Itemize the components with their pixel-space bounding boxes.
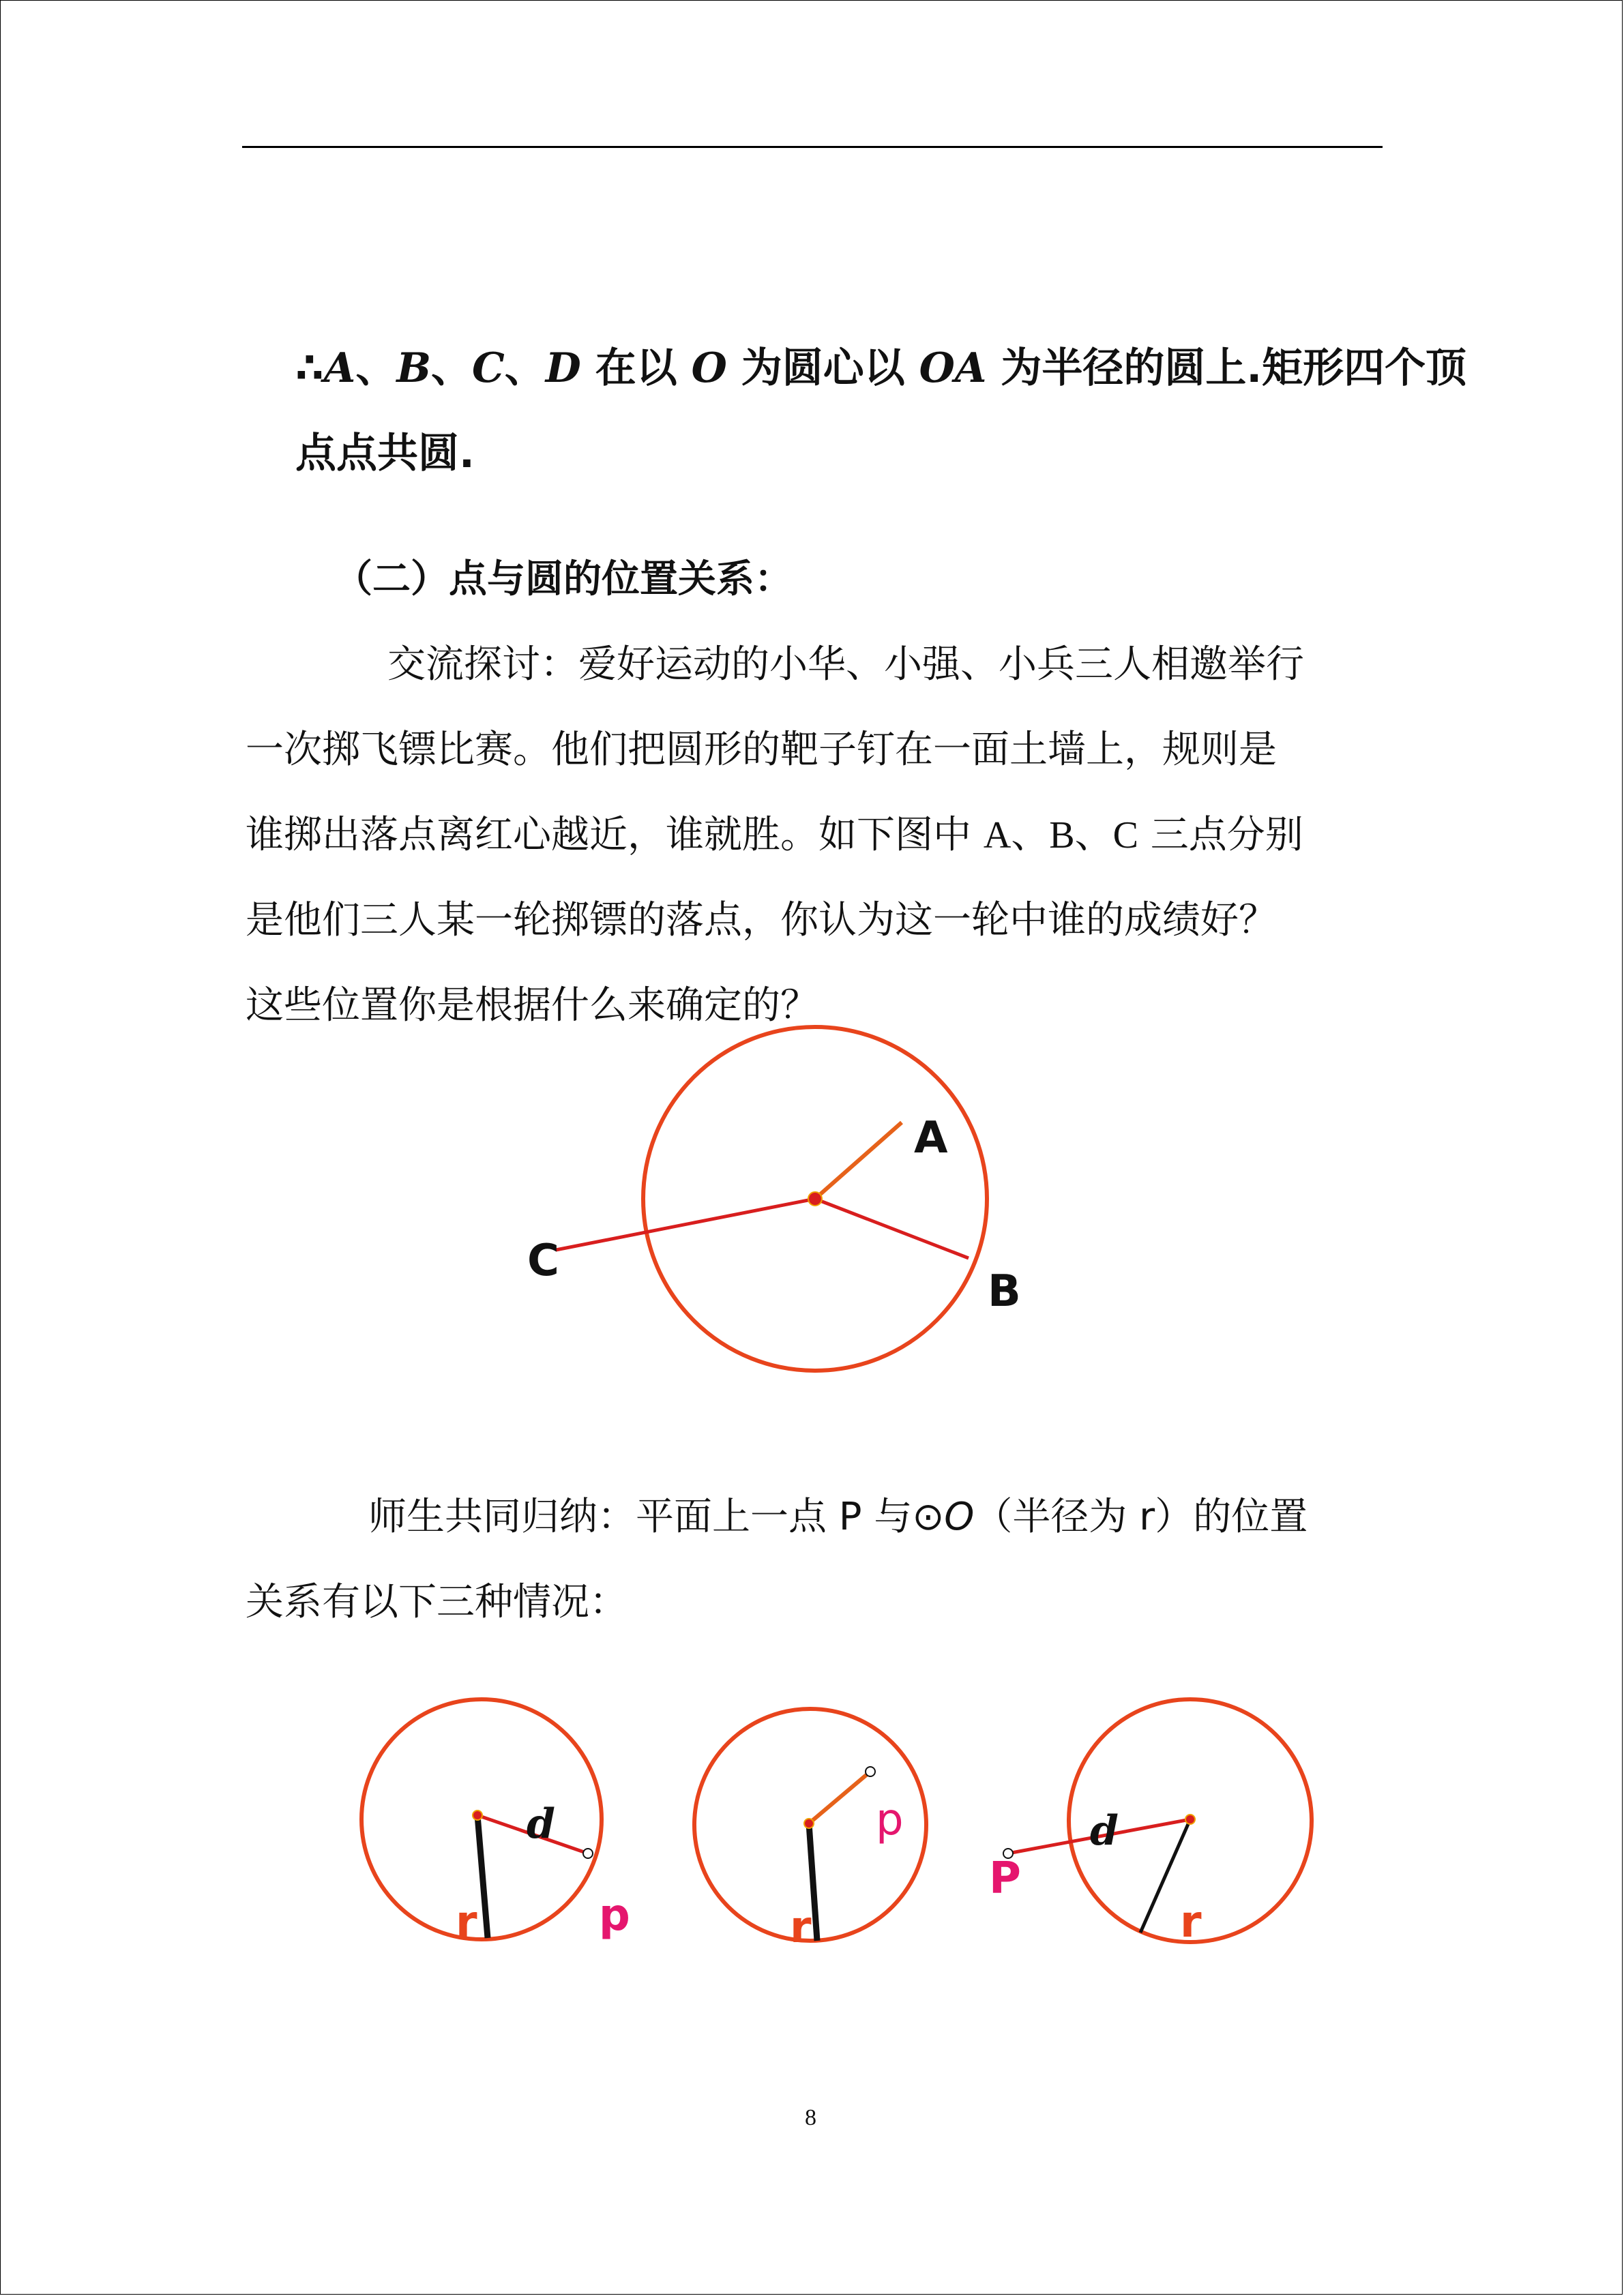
therefore-symbol: ∴ <box>295 344 324 392</box>
case-on-r-label: r <box>790 1903 812 1953</box>
label-b: B <box>988 1266 1021 1317</box>
summary-line-2: 关系有以下三种情况： <box>246 1580 628 1624</box>
page-number: 8 <box>805 2105 816 2130</box>
case-inside-point <box>583 1849 593 1858</box>
case-inside-center <box>473 1810 482 1820</box>
proof-text: 在以 <box>580 344 692 392</box>
point-d: D <box>545 344 581 392</box>
case-inside <box>361 1699 630 1948</box>
case-outside-p-label: P <box>989 1853 1021 1904</box>
case-outside-r-label: r <box>1180 1897 1202 1948</box>
discussion-line-1: 交流探讨：爱好运动的小华、小强、小兵三人相邀举行 <box>387 642 1304 687</box>
case-outside-center <box>1185 1815 1195 1824</box>
discussion-line-4: 是他们三人某一轮掷镖的落点，你认为这一轮中谁的成绩好？ <box>246 898 1277 942</box>
label-a: A <box>914 1113 948 1163</box>
separator: 、 <box>355 344 397 392</box>
point-c: C <box>472 344 505 392</box>
discussion-line-5: 这些位置你是根据什么来确定的？ <box>246 983 818 1028</box>
separator: 、 <box>431 344 473 392</box>
case-on-distance <box>809 1772 870 1823</box>
label-c: C <box>527 1236 559 1286</box>
proof-text: 为圆心以 <box>726 344 919 392</box>
discussion-text: 谁掷出落点离红心越近，谁就胜。如下图中 <box>246 813 984 857</box>
radius-oa: OA <box>919 344 987 392</box>
case-inside-circle <box>361 1699 602 1939</box>
case-on-center <box>804 1819 814 1828</box>
discussion-text: 三点分别 <box>1138 813 1303 857</box>
case-on-p-label: p <box>876 1795 904 1845</box>
point-b: B <box>396 344 432 392</box>
center-o: O <box>691 344 727 392</box>
separator: 、 <box>504 344 546 392</box>
case-inside-p-label: p <box>599 1890 630 1941</box>
case-outside <box>989 1699 1312 1948</box>
discussion-line-2: 一次掷飞镖比赛。他们把圆形的靶子钉在一面土墙上，规则是 <box>246 728 1277 772</box>
case-inside-r-label: r <box>456 1897 477 1948</box>
points-abc: A、B、C <box>983 814 1138 856</box>
case-inside-d-label: d <box>527 1800 555 1848</box>
summary-text: （半径为 r）的位置 <box>974 1495 1308 1539</box>
case-inside-radius <box>477 1815 488 1938</box>
summary-text: 师生共同归纳：平面上一点 P 与⊙ <box>368 1495 945 1539</box>
case-on-point <box>866 1767 875 1776</box>
proof-line-2: 点点共圆. <box>295 430 475 477</box>
case-on <box>694 1709 926 1953</box>
section-heading: （二）点与圆的位置关系： <box>334 557 793 601</box>
proof-text: 为半径的圆上.矩形四个顶 <box>986 344 1467 392</box>
case-outside-d-label: d <box>1090 1807 1119 1855</box>
point-a: A <box>323 344 356 392</box>
circle-o-label: O <box>944 1495 975 1539</box>
